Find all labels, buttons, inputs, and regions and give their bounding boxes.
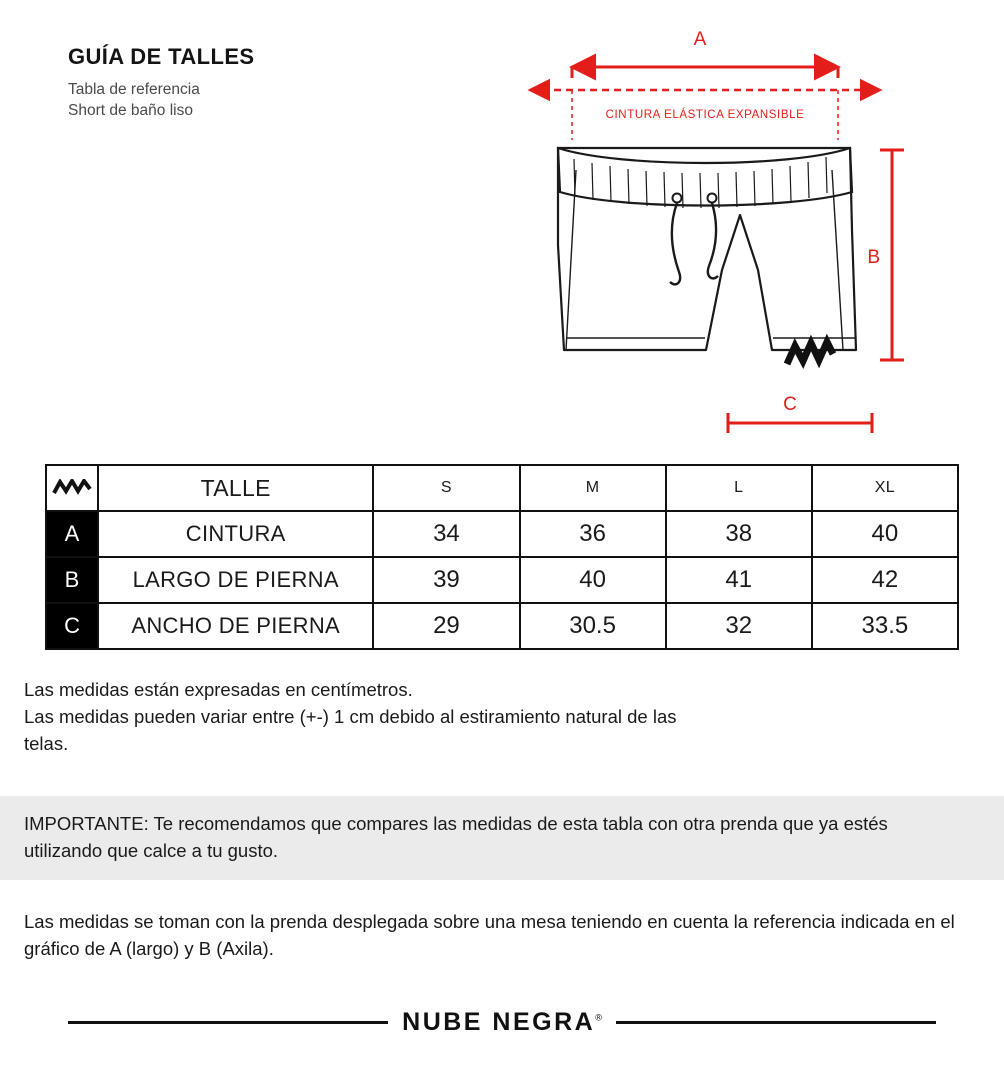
table-row — [46, 603, 958, 649]
row-label-ancho-de-pierna: ANCHO DE PIERNA — [98, 603, 373, 649]
garment-diagram — [500, 20, 970, 440]
footer-rule-left — [68, 1021, 388, 1024]
dimension-c — [728, 394, 872, 433]
cell-cintura-m: 36 — [520, 511, 666, 557]
table-row — [46, 511, 958, 557]
expandable-waist-label: CINTURA ELÁSTICA EXPANSIBLE — [605, 109, 805, 121]
dimension-a-label: A — [693, 29, 707, 50]
page-subtitle-line-2: Short de baño liso — [68, 102, 193, 119]
table-header-size-m: M — [520, 465, 666, 511]
cell-ancho-s: 29 — [373, 603, 519, 649]
row-label-cintura: CINTURA — [98, 511, 373, 557]
note-line-3: telas. — [24, 733, 69, 754]
cell-ancho-m: 30.5 — [520, 603, 666, 649]
page-subtitle-line-1: Tabla de referencia — [68, 81, 200, 98]
brand-zigzag-icon — [787, 342, 833, 364]
table-header-size-xl: XL — [812, 465, 958, 511]
dimension-b-label: B — [867, 247, 880, 268]
table-row — [46, 557, 958, 603]
table-header-size-s: S — [373, 465, 519, 511]
shorts-illustration — [558, 148, 856, 350]
cell-cintura-xl: 40 — [812, 511, 958, 557]
cell-largo-xl: 42 — [812, 557, 958, 603]
cell-largo-l: 41 — [666, 557, 812, 603]
cell-ancho-xl: 33.5 — [812, 603, 958, 649]
cell-largo-m: 40 — [520, 557, 666, 603]
garment-diagram-svg — [500, 20, 970, 440]
table-header-row — [46, 465, 958, 511]
row-key-b: B — [46, 557, 98, 603]
page-header — [68, 44, 488, 121]
footer-brand-name: NUBE NEGRA — [402, 1008, 596, 1036]
note-line-2: Las medidas pueden variar entre (+-) 1 cm debido al estiramiento natural de las — [24, 706, 677, 727]
row-label-largo-de-pierna: LARGO DE PIERNA — [98, 557, 373, 603]
table-header-size-l: L — [666, 465, 812, 511]
important-note-text: IMPORTANTE: Te recomendamos que compares las medidas de esta tabla con otra prenda que ya estés utilizando que calce a tu gusto. — [24, 813, 888, 861]
brand-zigzag-icon — [52, 479, 92, 497]
footer-rule-right — [616, 1021, 936, 1024]
cell-largo-s: 39 — [373, 557, 519, 603]
note-line-1: Las medidas están expresadas en centímetros. — [24, 679, 413, 700]
page-subtitle — [68, 79, 488, 121]
cell-cintura-l: 38 — [666, 511, 812, 557]
dimension-b — [867, 150, 904, 360]
table-header-talle: TALLE — [98, 465, 373, 511]
footer — [0, 1008, 1004, 1037]
measurement-notes — [24, 676, 974, 757]
table-brand-logo-cell — [46, 465, 98, 511]
closing-note-text: Las medidas se toman con la prenda desplegada sobre una mesa teniendo en cuenta la referencia indicada en el gráfico de A (largo) y B (Axila). — [24, 911, 955, 959]
important-note-band — [0, 796, 1004, 880]
page-title: GUÍA DE TALLES — [68, 44, 255, 69]
row-key-c: C — [46, 603, 98, 649]
row-key-a: A — [46, 511, 98, 557]
dimension-a — [572, 29, 838, 78]
cell-ancho-l: 32 — [666, 603, 812, 649]
footer-trademark: ® — [595, 1012, 602, 1023]
cell-cintura-s: 34 — [373, 511, 519, 557]
size-table — [45, 464, 959, 650]
expandable-waist-arrow — [530, 90, 880, 140]
dimension-c-label: C — [783, 394, 797, 415]
size-table-wrapper — [45, 464, 959, 650]
footer-brand — [402, 1008, 602, 1037]
